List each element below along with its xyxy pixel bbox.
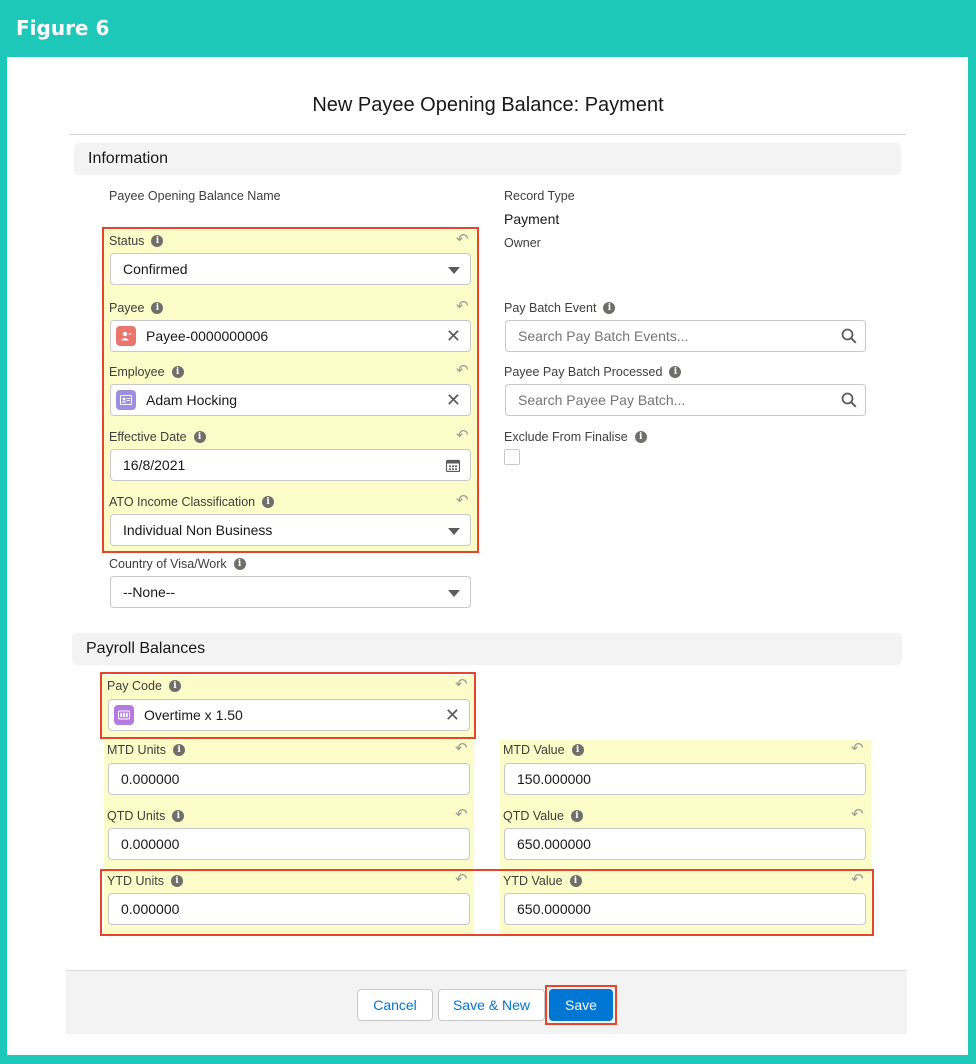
save-and-new-button[interactable]: Save & New [438,989,545,1021]
undo-icon[interactable]: ↶ [456,492,469,509]
status-value: Confirmed [123,261,188,277]
pay-batch-event-search[interactable] [505,320,866,352]
info-icon[interactable]: i [194,431,206,443]
undo-icon[interactable]: ↶ [455,740,468,757]
payee-opening-balance-name-label: Payee Opening Balance Name [109,189,281,203]
undo-icon[interactable]: ↶ [456,362,469,379]
info-icon[interactable]: i [173,744,185,756]
pay-batch-event-label: Pay Batch Event i [504,301,615,315]
search-icon[interactable] [841,392,857,408]
info-icon[interactable]: i [635,431,647,443]
exclude-from-finalise-checkbox[interactable] [504,449,520,465]
payee-pay-batch-search[interactable] [505,384,866,416]
employee-value: Adam Hocking [146,392,238,408]
section-header-payroll-balances[interactable]: Payroll Balances [72,633,902,665]
info-icon[interactable]: i [603,302,615,314]
annotation-red-box [102,227,479,553]
mtd-value-input[interactable] [504,763,866,795]
mtd-units-input[interactable] [108,763,470,795]
qtd-value-value: 650.000000 [517,836,591,852]
mtd-value-value: 150.000000 [517,771,591,787]
ato-value: Individual Non Business [123,522,273,538]
pay-code-label: Pay Code i [107,679,181,693]
status-label: Status i [109,234,163,248]
qtd-value-label: QTD Value i [503,809,583,823]
qtd-units-input[interactable] [108,828,470,860]
undo-icon[interactable]: ↶ [455,806,468,823]
info-icon[interactable]: i [234,558,246,570]
qtd-units-value: 0.000000 [121,836,180,852]
clear-icon[interactable]: ✕ [444,705,460,725]
annotation-red-box [100,672,476,739]
undo-icon[interactable]: ↶ [851,740,864,757]
owner-label: Owner [504,236,541,250]
pay-code-value: Overtime x 1.50 [144,707,243,723]
payee-pay-batch-processed-label: Payee Pay Batch Processed i [504,365,681,379]
ytd-units-label: YTD Units i [107,874,183,888]
annotation-red-box [545,985,617,1025]
chevron-down-icon [448,590,460,597]
info-icon[interactable]: i [262,496,274,508]
info-icon[interactable]: i [172,366,184,378]
clear-icon[interactable]: ✕ [445,326,461,346]
undo-icon[interactable]: ↶ [455,676,468,693]
effective-date-label: Effective Date i [109,430,206,444]
undo-icon[interactable]: ↶ [456,427,469,444]
undo-icon[interactable]: ↶ [455,871,468,888]
country-value: --None-- [123,584,176,600]
title-divider [69,134,906,135]
info-icon[interactable]: i [171,875,183,887]
mtd-units-label: MTD Units i [107,743,185,757]
payee-value: Payee-0000000006 [146,328,269,344]
save-button[interactable]: Save [549,989,613,1021]
undo-icon[interactable]: ↶ [851,871,864,888]
undo-icon[interactable]: ↶ [456,231,469,248]
pay-batch-event-placeholder: Search Pay Batch Events... [518,328,689,344]
info-icon[interactable]: i [151,302,163,314]
payee-label: Payee i [109,301,163,315]
clear-icon[interactable]: ✕ [445,390,461,410]
undo-icon[interactable]: ↶ [456,298,469,315]
cancel-button[interactable]: Cancel [357,989,433,1021]
info-icon[interactable]: i [669,366,681,378]
ytd-value-value: 650.000000 [517,901,591,917]
info-icon[interactable]: i [571,810,583,822]
mtd-value-label: MTD Value i [503,743,584,757]
employee-label: Employee i [109,365,184,379]
payee-pay-batch-placeholder: Search Payee Pay Batch... [518,392,686,408]
country-select[interactable] [110,576,471,608]
info-icon[interactable]: i [172,810,184,822]
qtd-value-input[interactable] [504,828,866,860]
info-icon[interactable]: i [151,235,163,247]
figure-label: Figure 6 [16,16,110,40]
exclude-from-finalise-label: Exclude From Finalise i [504,430,647,444]
ytd-value-label: YTD Value i [503,874,582,888]
annotation-red-box [100,869,874,936]
info-icon[interactable]: i [572,744,584,756]
ato-income-classification-label: ATO Income Classification i [109,495,274,509]
mtd-units-value: 0.000000 [121,771,180,787]
record-type-value: Payment [504,211,560,227]
info-icon[interactable]: i [169,680,181,692]
search-icon[interactable] [841,328,857,344]
modal-title: New Payee Opening Balance: Payment [312,94,664,116]
info-icon[interactable]: i [570,875,582,887]
qtd-units-label: QTD Units i [107,809,184,823]
record-type-label: Record Type [504,189,575,203]
section-header-information[interactable]: Information [74,143,901,175]
ytd-units-value: 0.000000 [121,901,180,917]
effective-date-value: 16/8/2021 [123,457,186,473]
undo-icon[interactable]: ↶ [851,806,864,823]
country-label: Country of Visa/Work i [109,557,246,571]
